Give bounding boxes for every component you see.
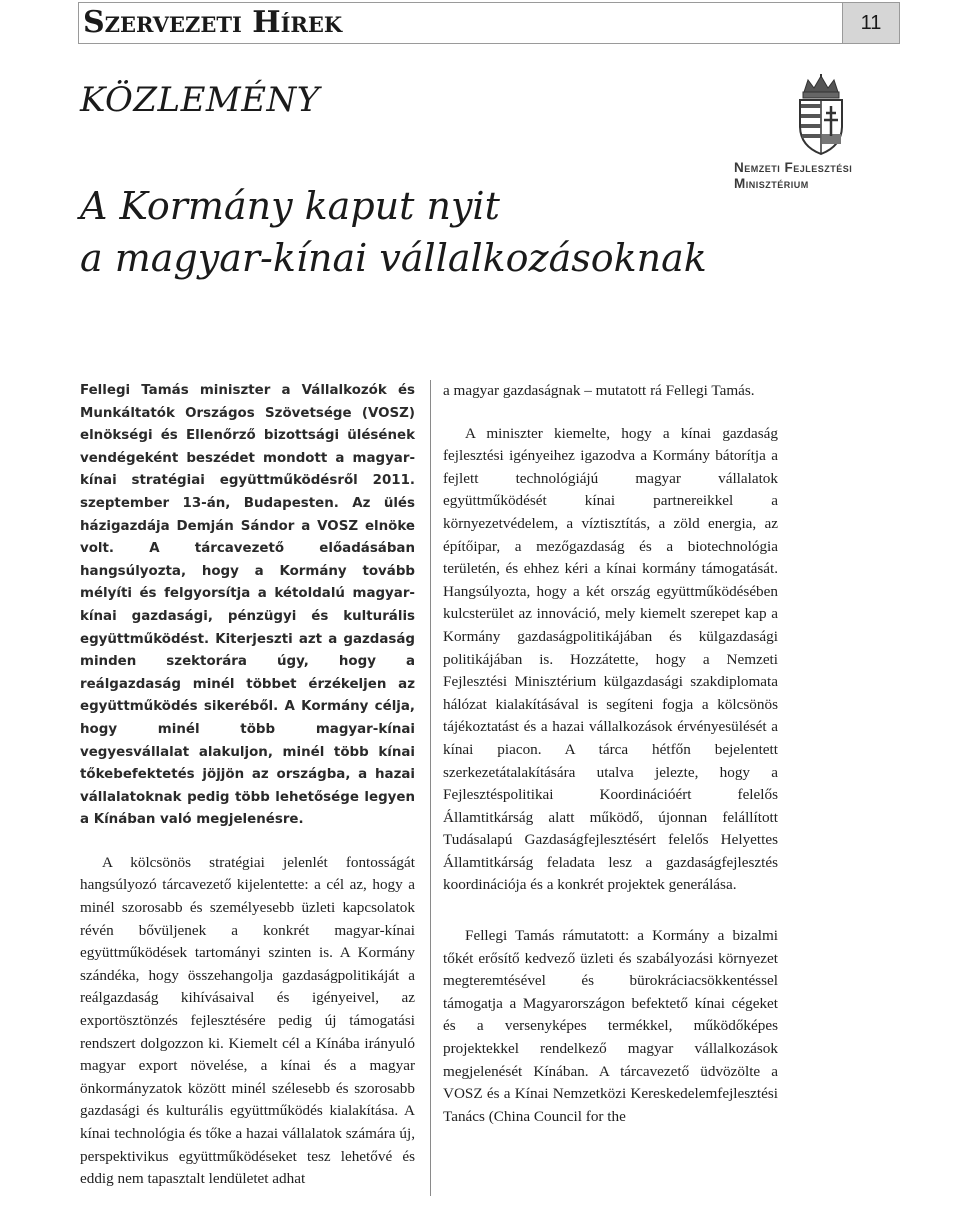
article-kicker: KÖZLEMÉNY [80,80,320,120]
lead-paragraph: Fellegi Tamás miniszter a Vállalkozók és Munkáltatók Országos Szövetsége (VOSZ) elnökségi és Ellenőrző bizottsági ülésének vendégeként beszédet mondott a magyar-kínai stratégiai együttműködésről 2011. szeptember 13-án, Budapesten. Az ülés házigazdája Demján Sándor a VOSZ elnöke volt. A tárcavezető előadásában hangsúlyozta, hogy a Kormány tovább mélyíti és felgyorsítja a kétoldalú magyar-kínai gazdasági, pénzügyi és kulturális együttműködést. Kiterjeszti azt a gazdaság minden szektorára úgy, hogy a reálgazdaság minél többet érzékeljen az együttműködés sikeréből. A Kormány célja, hogy minél több magyar-kínai vegyesvállalat alakuljon, minél több kínai tőkebefektetés jöjjön az országba, a hazai vállalatoknak pedig több lehetősége legyen a Kínában való megjelenésre. [80,383,415,828]
hungarian-coat-of-arms-icon [790,74,852,156]
column-divider [430,380,431,1196]
ministry-name-line-2: Minisztérium [734,176,809,191]
body-paragraph-3: A miniszter kiemelte, hogy a kínai gazdaság fejlesztési igényeihez igazodva a Kormány bátorítja a fejlett technológiájú magyar vállalatok együttműködését kínai partnereikkel a környezetvédelem, a víztisztítás, a zöld energia, az építőipar, a mezőgazdaság és a biotechnológia területén, és ehhez kéri a kínai kormány támogatását. Hangsúlyozta, hogy a két ország együttműködésében kulcsterület az innováció, mely kiemelt szerepet kap a Kormány gazdaságpolitikájában és külgazdasági politikájában is. Hozzátette, hogy a Nemzeti Fejlesztési Minisztérium külgazdasági szakdiplomata hálózat kialakításával is segíteni fogja a kölcsönös tájékoztatást és a hazai vállalkozások érvényesülését a kínai piacon. A tárca hétfőn bejelentett szerkezetátalakítására utalva jelezte, hogy a Fejlesztéspolitikai Koordinációért felelős Államtitkárság alatt működő, újonnan felállított Tudásalapú Gazdaságfejlesztésért felelős Helyettes Államtitkárság feladata lesz a gazdaságfejlesztés koordinációja és a konkrét projektek generálása. [443,424,778,894]
right-column [443,380,778,1128]
body-paragraph-2-continued: a magyar gazdaságnak – mutatott rá Fellegi Tamás. [443,382,755,399]
headline-line-2: a magyar-kínai vállalkozásoknak [80,236,707,280]
section-title: Szervezeti Hírek [83,5,343,40]
body-paragraph-4: Fellegi Tamás rámutatott: a Kormány a bizalmi tőkét erősítő kedvező üzleti és szabályozási környezet megteremtésével és bürokráciacsökkentéssel támogatja a Magyarországon befektető kínai cégeket és a versenyképes termékkel, működőképes projektekkel rendelkező magyar vállalkozások megjelenését Kínában. A tárcavezető üdvözölte a VOSZ és a Kínai Nemzetközi Kereskedelemfejlesztési Tanács (China Council for the [443,927,778,1125]
section-header [78,2,900,44]
headline-line-1: A Kormány kaput nyit [80,184,500,228]
left-column [80,380,415,1191]
page-number: 11 [842,3,899,43]
ministry-name [734,160,924,192]
ministry-logo [728,74,928,204]
ministry-name-line-1: Nemzeti Fejlesztési [734,160,853,175]
body-paragraph-2: A kölcsönös stratégiai jelenlét fontosságát hangsúlyozó tárcavezető kijelentette: a cél az, hogy a minél szorosabb és személyesebb üzleti kapcsolatok révén bővüljenek a konkrét magyar-kínai együttműködések tartományi szinten is. A Kormány szándéka, hogy összehangolja gazdaságpolitikáját a reálgazdaság kihívásaival és igényeivel, az exportösztönzés fejlesztésére pedig új támogatási rendszert dolgozzon ki. Kiemelt cél a Kínába irányuló magyar export növelése, a kínai és a magyar önkormányzatok között minél szélesebb és szorosabb gazdasági és kulturális együttműködés kialakítása. A kínai technológia és tőke a hazai vállalatok számára új, perspektivikus együttműködéseket tesz lehetővé és eddig nem tapasztalt lendületet adhat [80,853,415,1188]
article-headline [80,180,720,284]
